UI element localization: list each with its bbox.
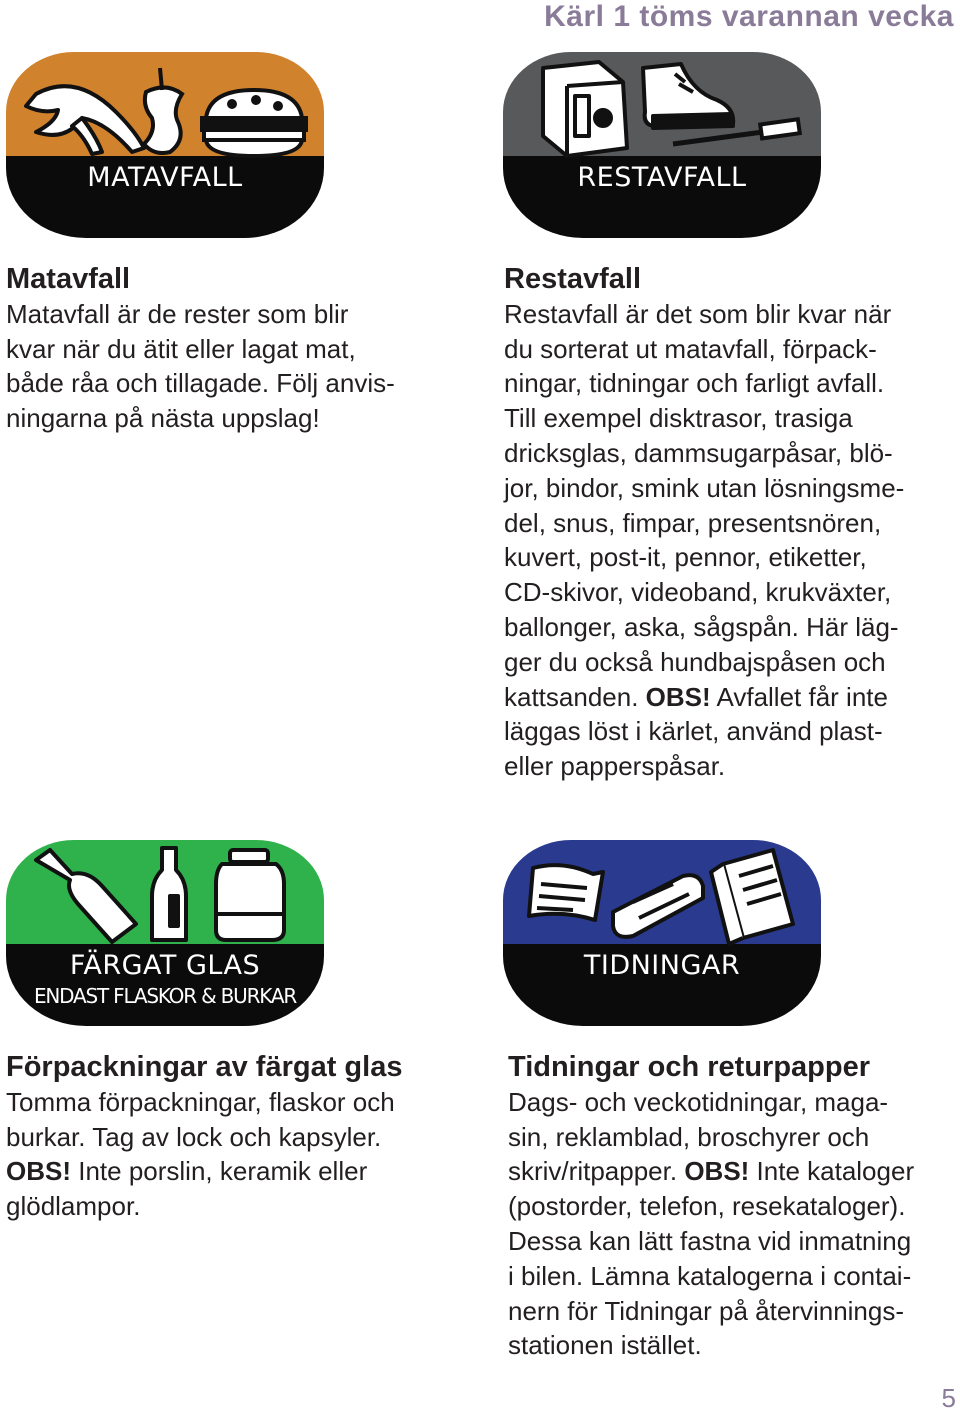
paper-sheet-icon [529,865,603,920]
restavfall-line-2: du sorterat ut matavfall, förpack- [504,333,877,364]
shoe-icon [643,64,733,128]
banana-peel-icon [26,86,144,154]
restavfall-line-12-pre: kattsanden. [504,681,639,712]
matavfall-line-4: ningarna på nästa uppslag! [6,403,320,434]
restavfall-section [504,262,904,784]
tidningar-obs: OBS! [684,1156,750,1187]
restavfall-line-9: CD-skivor, videoband, krukväxter, [504,577,892,608]
glas-line-3-post: Inte porslin, keramik eller [78,1156,368,1187]
tidningar-line-3-pre: skriv/ritpapper. [508,1156,678,1187]
restavfall-line-6: jor, bindor, smink utan lösningsme- [504,472,905,503]
matavfall-badge [6,52,324,238]
page-number: 5 [941,1383,956,1413]
tidningar-line-5: Dessa kan lätt fastna vid inmatning [508,1225,912,1256]
restavfall-line-4: Till exempel disktrasor, trasiga [504,403,853,434]
matavfall-line-2: kvar när du ätit eller lagat mat, [6,333,356,364]
glas-badge-sublabel: ENDAST FLASKOR & BURKAR [33,984,297,1008]
hamburger-icon [202,90,306,156]
tidningar-icons [503,840,821,1026]
page-header: Kärl 1 töms varannan vecka [544,0,954,33]
standing-bottle-icon [152,848,186,940]
restavfall-line-7: del, snus, fimpar, presentsnören, [504,507,882,538]
restavfall-line-13: läggas löst i kärlet, använd plast- [504,716,883,747]
restavfall-line-8: kuvert, post-it, pennor, etiketter, [504,542,867,573]
tidningar-line-8: stationen istället. [508,1330,702,1361]
tidningar-badge-label: TIDNINGAR [583,950,741,981]
restavfall-obs: OBS! [645,681,711,712]
tidningar-line-7: nern för Tidningar på återvinnings- [508,1295,905,1326]
tidningar-line-1: Dags- och veckotidningar, maga- [508,1086,889,1117]
glas-section [6,1050,402,1224]
glas-badge [6,840,324,1026]
lying-bottle-icon [36,850,136,942]
milk-carton-icon [543,62,627,156]
matavfall-line-3: både råa och tillagade. Följ anvis- [6,368,395,399]
tidningar-line-3-post: Inte kataloger [756,1156,915,1187]
restavfall-line-1: Restavfall är det som blir kvar när [504,298,892,329]
restavfall-line-12 [504,680,904,715]
restavfall-line-10: ballonger, aska, sågspån. Här läg- [504,611,899,642]
matavfall-title: Matavfall [6,263,131,295]
restavfall-title: Restavfall [504,263,642,295]
matavfall-badge-label: MATAVFALL [87,162,243,193]
matavfall-icons [6,52,324,238]
restavfall-line-5: dricksglas, dammsugarpåsar, blö- [504,437,893,468]
glas-badge-label: FÄRGAT GLAS [69,950,261,981]
tidningar-line-2: sin, reklamblad, broschyrer och [508,1121,870,1152]
restavfall-line-12-post: Avfallet får inte [716,681,888,712]
tidningar-title: Tidningar och returpapper [508,1051,871,1083]
glas-line-2: burkar. Tag av lock och kapsyler. [6,1121,382,1152]
glas-line-4: glödlampor. [6,1191,141,1222]
glas-obs: OBS! [6,1156,71,1187]
glas-title: Förpackningar av färgat glas [6,1051,403,1083]
tidningar-line-4: (postorder, telefon, resekataloger). [508,1191,906,1222]
matavfall-line-1: Matavfall är de rester som blir [6,298,349,329]
tidningar-badge [503,840,821,1026]
tidningar-line-3 [508,1154,914,1189]
restavfall-icons [503,52,821,238]
restavfall-line-14: eller papperspåsar. [504,751,726,782]
glas-line-3 [6,1154,402,1189]
jar-icon [216,850,284,940]
restavfall-badge-label: RESTAVFALL [577,162,747,193]
tidningar-line-6: i bilen. Lämna katalogerna i contai- [508,1260,912,1291]
restavfall-badge [503,52,821,238]
tidningar-section [508,1050,914,1363]
catalog-icon [711,850,793,944]
restavfall-line-3: ningar, tidningar och farligt avfall. [504,368,885,399]
matavfall-section [6,262,395,436]
apple-core-icon [144,68,182,153]
restavfall-line-11: ger du också hundbajspåsen och [504,646,886,677]
glas-line-1: Tomma förpackningar, flaskor och [6,1086,395,1117]
rolled-newspaper-icon [613,875,703,937]
